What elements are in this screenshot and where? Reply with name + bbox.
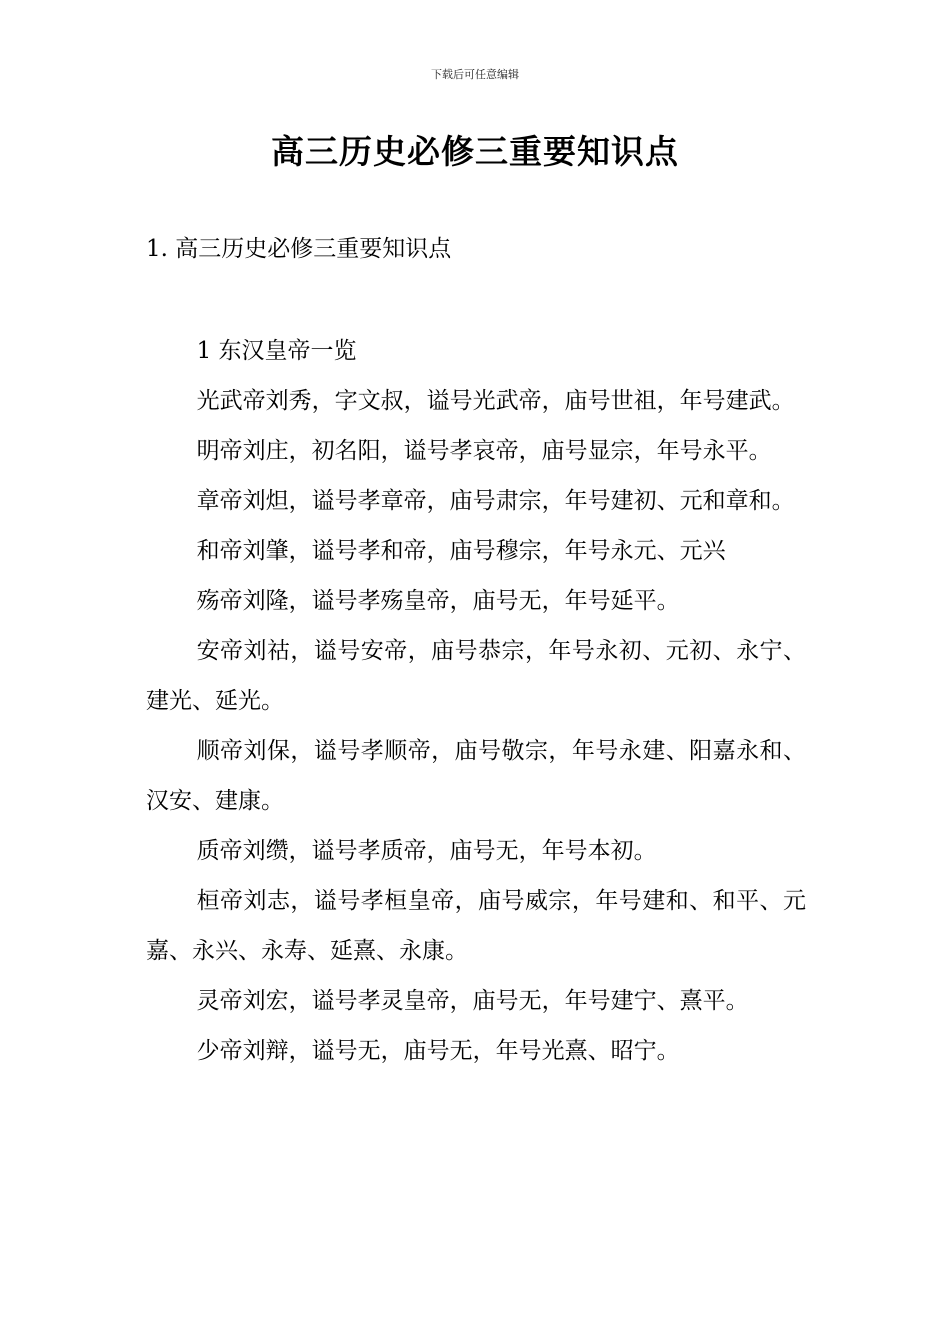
paragraph: 殇帝刘隆，谥号孝殇皇帝，庙号无，年号延平。 <box>196 588 680 614</box>
paragraph: 灵帝刘宏，谥号孝灵皇帝，庙号无，年号建宁、熹平。 <box>196 988 749 1014</box>
paragraph: 少帝刘辩，谥号无，庙号无，年号光熹、昭宁。 <box>196 1038 680 1064</box>
paragraph: 1 东汉皇帝一览 <box>196 338 357 364</box>
body-text <box>146 326 806 1076</box>
paragraph: 光武帝刘秀，字文叔，谥号光武帝，庙号世祖，年号建武。 <box>196 388 795 414</box>
paragraph: 和帝刘肇，谥号孝和帝，庙号穆宗，年号永元、元兴 <box>196 538 726 564</box>
paragraph: 章帝刘炟，谥号孝章帝，庙号肃宗，年号建初、元和章和。 <box>196 488 795 514</box>
paragraph: 质帝刘缵，谥号孝质帝，庙号无，年号本初。 <box>196 838 657 864</box>
paragraph: 明帝刘庄，初名阳，谥号孝哀帝，庙号显宗，年号永平。 <box>196 438 772 464</box>
header-note: 下载后可任意编辑 <box>431 68 519 81</box>
paragraph: 安帝刘祜，谥号安帝，庙号恭宗，年号永初、元初、永宁、建光、延光。 <box>146 638 806 714</box>
paragraph: 桓帝刘志，谥号孝桓皇帝，庙号威宗，年号建和、和平、元嘉、永兴、永寿、延熹、永康。 <box>146 888 806 964</box>
page-title: 高三历史必修三重要知识点 <box>271 132 679 171</box>
paragraph: 顺帝刘保，谥号孝顺帝，庙号敬宗，年号永建、阳嘉永和、汉安、建康。 <box>146 738 806 814</box>
section-heading: 1. 高三历史必修三重要知识点 <box>146 236 452 262</box>
